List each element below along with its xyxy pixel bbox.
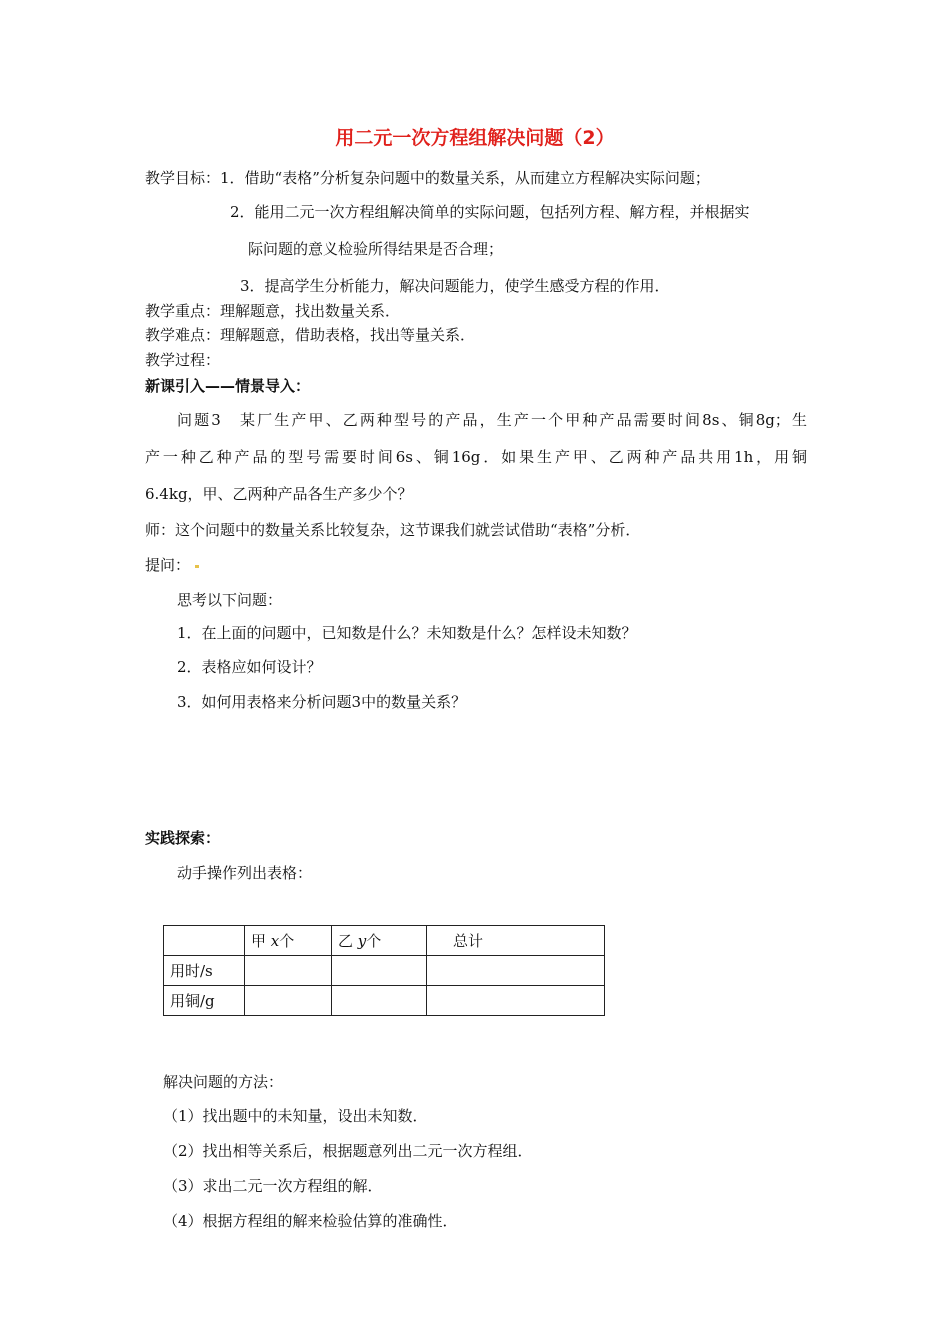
table-row bbox=[164, 986, 605, 1016]
think-question-3: 3．如何用表格来分析问题3中的数量关系？ bbox=[177, 693, 467, 711]
intro-heading: 新课引入——情景导入： bbox=[145, 377, 311, 395]
hands-on-label: 动手操作列出表格： bbox=[177, 864, 313, 882]
table-row bbox=[164, 956, 605, 986]
method-step-2: （2）找出相等关系后，根据题意列出二元一次方程组． bbox=[163, 1142, 533, 1160]
problem-line-3: 6.4kg，甲、乙两种产品各生产多少个？ bbox=[145, 485, 413, 503]
table-row-label-time: 用时/s bbox=[164, 956, 245, 986]
objective-1: 1．借助“表格”分析复杂问题中的数量关系，从而建立方程解决实际问题； bbox=[220, 169, 710, 187]
teacher-remark: 师：这个问题中的数量关系比较复杂，这节课我们就尝试借助“表格”分析． bbox=[145, 521, 641, 539]
table-header-row bbox=[164, 926, 605, 956]
think-question-1: 1．在上面的问题中，已知数是什么？未知数是什么？怎样设未知数？ bbox=[177, 624, 637, 642]
practice-heading: 实践探索： bbox=[145, 829, 221, 847]
objective-2-line-1: 2．能用二元一次方程组解决简单的实际问题，包括列方程、解方程，并根据实 bbox=[230, 203, 750, 221]
header-jia-variable: x bbox=[270, 932, 280, 950]
method-step-1: （1）找出题中的未知量，设出未知数． bbox=[163, 1107, 428, 1125]
method-step-4: （4）根据方程组的解来检验估算的准确性． bbox=[163, 1212, 458, 1230]
objective-2-line-2: 际问题的意义检验所得结果是否合理； bbox=[248, 240, 504, 258]
objectives-label: 教学目标： bbox=[145, 169, 221, 187]
think-intro: 思考以下问题： bbox=[177, 591, 283, 609]
table-cell bbox=[332, 956, 427, 986]
key-point: 教学重点：理解题意，找出数量关系． bbox=[145, 302, 401, 320]
header-jia-unit: 个 bbox=[279, 932, 295, 950]
table-header-total: 总计 bbox=[427, 926, 605, 956]
table-cell bbox=[245, 956, 332, 986]
method-step-3: （3）求出二元一次方程组的解． bbox=[163, 1177, 383, 1195]
table-cell bbox=[245, 986, 332, 1016]
header-yi-unit: 个 bbox=[366, 932, 382, 950]
method-title: 解决问题的方法： bbox=[163, 1073, 284, 1091]
problem-line-1: 问题3 某厂生产甲、乙两种型号的产品，生产一个甲种产品需要时间8s、铜8g；生 bbox=[177, 411, 807, 429]
problem-line-2: 产一种乙种产品的型号需要时间6s、铜16g．如果生产甲、乙两种产品共用1h，用铜 bbox=[145, 448, 807, 466]
table-cell bbox=[427, 956, 605, 986]
table-header-jia bbox=[245, 926, 332, 956]
table-header-yi bbox=[332, 926, 427, 956]
analysis-table bbox=[163, 925, 605, 1016]
table-row-label-copper: 用铜/g bbox=[164, 986, 245, 1016]
page-title: 用二元一次方程组解决问题（2） bbox=[335, 127, 615, 149]
difficulty: 教学难点：理解题意，借助表格，找出等量关系． bbox=[145, 326, 476, 344]
table-cell bbox=[427, 986, 605, 1016]
ask-label: 提问： bbox=[145, 556, 191, 574]
process-label: 教学过程： bbox=[145, 351, 221, 369]
header-yi-variable: y bbox=[357, 932, 367, 950]
stray-mark bbox=[195, 565, 199, 568]
header-yi-text: 乙 bbox=[338, 932, 354, 950]
objective-3: 3．提高学生分析能力，解决问题能力，使学生感受方程的作用． bbox=[240, 277, 670, 295]
table-cell bbox=[332, 986, 427, 1016]
think-question-2: 2．表格应如何设计？ bbox=[177, 658, 322, 676]
objectives-line-1 bbox=[145, 168, 710, 188]
header-jia-text: 甲 bbox=[251, 932, 267, 950]
table-corner-cell bbox=[164, 926, 245, 956]
